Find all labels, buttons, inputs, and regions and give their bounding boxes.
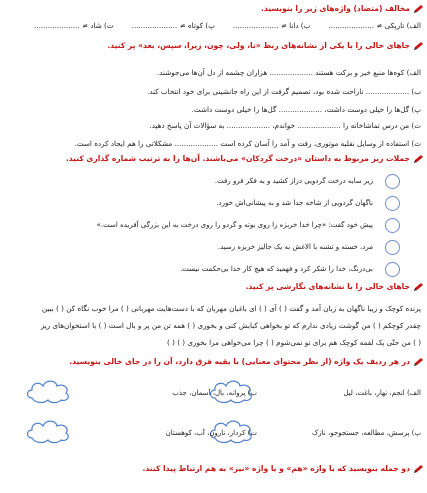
q2-line-b[interactable]: ب) ................... ناراحت شده بود، تصمیم گرفت از این راه جانشینی برای خود انتخاب کند.	[146, 87, 421, 96]
q3-sentence: مرد، خسته و تشنه با الاغش به یک جالیز خربزه رسید.	[217, 243, 373, 251]
q4-heading	[6, 281, 423, 293]
q3-sentence: زیر سایه درخت گردویی دراز کشید و به فکر فرو رفت.	[214, 177, 373, 185]
pencil-icon	[413, 42, 423, 51]
q5-title: در هر ردیف یک واژه (از نظر محتوای معنایی) با بقیه فرق دارد، آن را در جای خالی بنویسید.	[69, 357, 410, 366]
q2-heading	[6, 40, 423, 52]
q3-title: جملات زیر مربوط به داستان «درخت گردکان» می‌باشند. آن‌ها را به ترتیب شماره گذاری کنید.	[65, 154, 410, 163]
order-circle[interactable]	[385, 174, 400, 189]
order-circle[interactable]	[385, 240, 400, 255]
q2-line-p[interactable]: پ) گل‌ها را خیلی دوست داشت، ................... گل‌ها را خیلی دوست داشت.	[191, 105, 421, 114]
pencil-icon	[413, 358, 423, 367]
q6-title: دو جمله بنویسید که با واژه «هم» و یا واژه «نیز» به هم ارتباط پیدا کنند.	[142, 464, 410, 473]
q1-option[interactable]: پ) کوتاه ≠ ....................	[131, 21, 215, 30]
order-circle[interactable]	[385, 218, 400, 233]
order-circle[interactable]	[385, 262, 400, 277]
q4-title: جاهای خالی را با نشانه‌های نگارشی پر کنید.	[245, 282, 410, 291]
q3-heading	[6, 153, 423, 165]
pencil-icon	[413, 283, 423, 292]
q2-line-a[interactable]: الف) کوه‌ها منبع خیر و برکت هستند ................... هزاران چشمه از دل آن‌ها می‌جوشند.	[157, 68, 421, 77]
q2-line-s[interactable]: ث) استفاده از وسایل نقلیه موتوری، رفت و آمد را آسان کرده است ................... مشکلاتی را هم ایجاد کرده است.	[74, 139, 421, 148]
q3-sentence: بی‌درنگ، خدا را شکر کرد و فهمید که هیچ کار خدا بی‌حکمت نیست.	[180, 265, 373, 273]
q1-option[interactable]: ت) شاد ≠ ....................	[34, 21, 114, 30]
q5-row: ب) پروانه، بال، آسمان، جذب	[172, 389, 257, 397]
q2-line-t[interactable]: ت) من درس تماشاخانه را ................... خواندم، ................... به سؤالات آن پاسخ دهید.	[149, 121, 421, 130]
order-circle[interactable]	[385, 196, 400, 211]
pencil-icon	[413, 465, 423, 474]
q5-row: ت) کردار، نارون، آب، کوهستان	[165, 429, 257, 437]
q3-sentence: پیش خود گفت: «چرا خدا خربزه را روی بوته و گردو را روی درخت به این بزرگی آفریده است.»	[96, 221, 373, 229]
q1-title: مخالف (متضاد) واژه‌های زیر را بنویسید.	[261, 4, 410, 13]
q5-row: الف) انجم، نهار، باغت، لیل	[343, 389, 421, 397]
pencil-icon	[413, 155, 423, 164]
q3-sentence: ناگهان گردویی از شاخه جدا شد و به پیشانی‌اش خورد.	[216, 199, 373, 207]
answer-cloud-icon[interactable]	[24, 376, 72, 404]
q5-row: پ) پرسش، مطالعه، جستجوجو، نازک	[312, 429, 421, 437]
q2-title: جاهای خالی را با یکی از نشانه‌های ربط «تا، ولی، چون، زیرا، سپس، بعد» پر کنید.	[107, 41, 410, 50]
q1-heading	[6, 3, 423, 15]
q4-line[interactable]: چقدر کوچکم ( ) من گوشت زیادی ندارم که تو بخواهی کبابش کنی و بخوری ( ) همه تن من پر و بال است ( ) با استخوان‌های ریز	[40, 321, 421, 330]
q4-line[interactable]: پرنده کوچک و زیبا ناگهان به زبان آمد و گفت ( ) آی ( ) ای باغبان مهربان که با دست‌هایت مهربانی ( ) مرا خوب نگاه کن ( ) ببین	[41, 304, 421, 313]
q4-line[interactable]: ( ) من حتّی یک لقمه کوچک هم برای تو نمی‌شوم ( ) چرا می‌خواهی مرا بخوری ( ) ( )	[167, 338, 421, 347]
q1-options	[6, 20, 421, 31]
q1-option[interactable]: ب) دانا ≠ ....................	[232, 21, 311, 30]
pencil-icon	[413, 5, 423, 14]
answer-cloud-icon[interactable]	[24, 416, 72, 444]
q1-option[interactable]: الف) تاریکی ≠ ....................	[328, 21, 421, 30]
q6-heading	[6, 463, 423, 475]
q5-heading	[6, 356, 423, 368]
